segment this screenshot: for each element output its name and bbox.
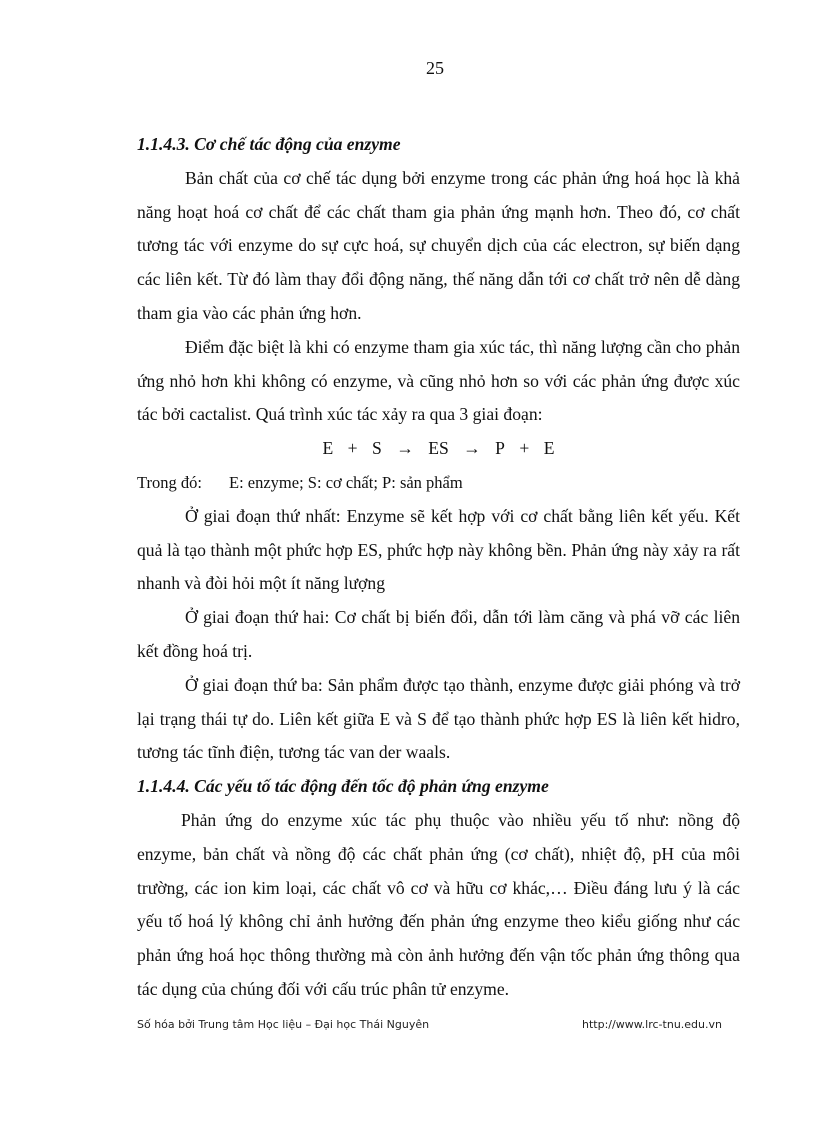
equation-term: E xyxy=(322,438,334,459)
legend-text: E: enzyme; S: cơ chất; P: sản phẩm xyxy=(229,472,463,492)
paragraph: Ở giai đoạn thứ nhất: Enzyme sẽ kết hợp với cơ chất bằng liên kết yếu. Kết quả là tạo thành một phức hợp ES, phức hợp này không bền. Phản ứng này xảy ra rất nhanh và đòi hỏi một ít năng lượng xyxy=(137,505,740,594)
document-body xyxy=(137,128,740,1007)
paragraph: Bản chất của cơ chế tác dụng bởi enzyme trong các phản ứng hoá học là khả năng hoạt hoá cơ chất để các chất tham gia phản ứng mạnh hơn. Theo đó, cơ chất tương tác với enzyme do sự cực hoá, sự chuyển dịch của các electron, sự biến dạng các liên kết. Từ đó làm thay đổi động năng, thế năng dẫn tới cơ chất trở nên dễ dàng tham gia vào các phản ứng hơn. xyxy=(137,167,740,323)
section-heading: 1.1.4.4. Các yếu tố tác động đến tốc độ phản ứng enzyme xyxy=(137,776,549,797)
section-heading: 1.1.4.3. Cơ chế tác động của enzyme xyxy=(137,134,401,154)
footer-url[interactable]: http://www.lrc-tnu.edu.vn xyxy=(582,1018,722,1031)
equation-term: S xyxy=(372,438,382,459)
legend-label: Trong đó: xyxy=(137,472,202,492)
reaction-equation xyxy=(137,432,740,466)
paragraph: Điểm đặc biệt là khi có enzyme tham gia xúc tác, thì năng lượng cần cho phản ứng nhỏ hơn khi không có enzyme, và cũng nhỏ hơn so với các phản ứng được xúc tác bởi cactalist. Quá trình xúc tác xảy ra qua 3 giai đoạn: xyxy=(137,336,740,425)
equation-term: E xyxy=(543,438,555,459)
paragraph: Phản ứng do enzyme xúc tác phụ thuộc vào nhiều yếu tố như: nồng độ enzyme, bản chất và nồng độ các chất phản ứng (cơ chất), nhiệt độ, pH của môi trường, các ion kim loại, các chất vô cơ và hữu cơ khác,… Điều đáng lưu ý là các yếu tố hoá lý không chỉ ảnh hưởng đến phản ứng enzyme theo kiểu giống như các phản ứng hoá học thông thường mà còn ảnh hưởng đến vận tốc phản ứng thông qua tác dụng của chúng đối với cấu trúc phân tử enzyme. xyxy=(137,809,740,999)
legend-line xyxy=(137,466,740,500)
equation-operator: + xyxy=(519,438,530,459)
paragraph: Ở giai đoạn thứ hai: Cơ chất bị biến đổi, dẫn tới làm căng và phá vỡ các liên kết đồng hoá trị. xyxy=(137,607,740,661)
paragraph: Ở giai đoạn thứ ba: Sản phẩm được tạo thành, enzyme được giải phóng và trở lại trạng thái tự do. Liên kết giữa E và S để tạo thành phức hợp ES là liên kết hidro, tương tác tĩnh điện, tương tác van der waals. xyxy=(137,674,740,763)
arrow-icon: → xyxy=(463,438,481,459)
arrow-icon: → xyxy=(396,438,414,459)
equation-term: ES xyxy=(428,438,449,459)
page-number: 25 xyxy=(426,58,444,78)
equation-term: P xyxy=(495,438,505,459)
equation-operator: + xyxy=(347,438,358,459)
footer-source: Số hóa bởi Trung tâm Học liệu – Đại học Thái Nguyên xyxy=(137,1018,430,1031)
